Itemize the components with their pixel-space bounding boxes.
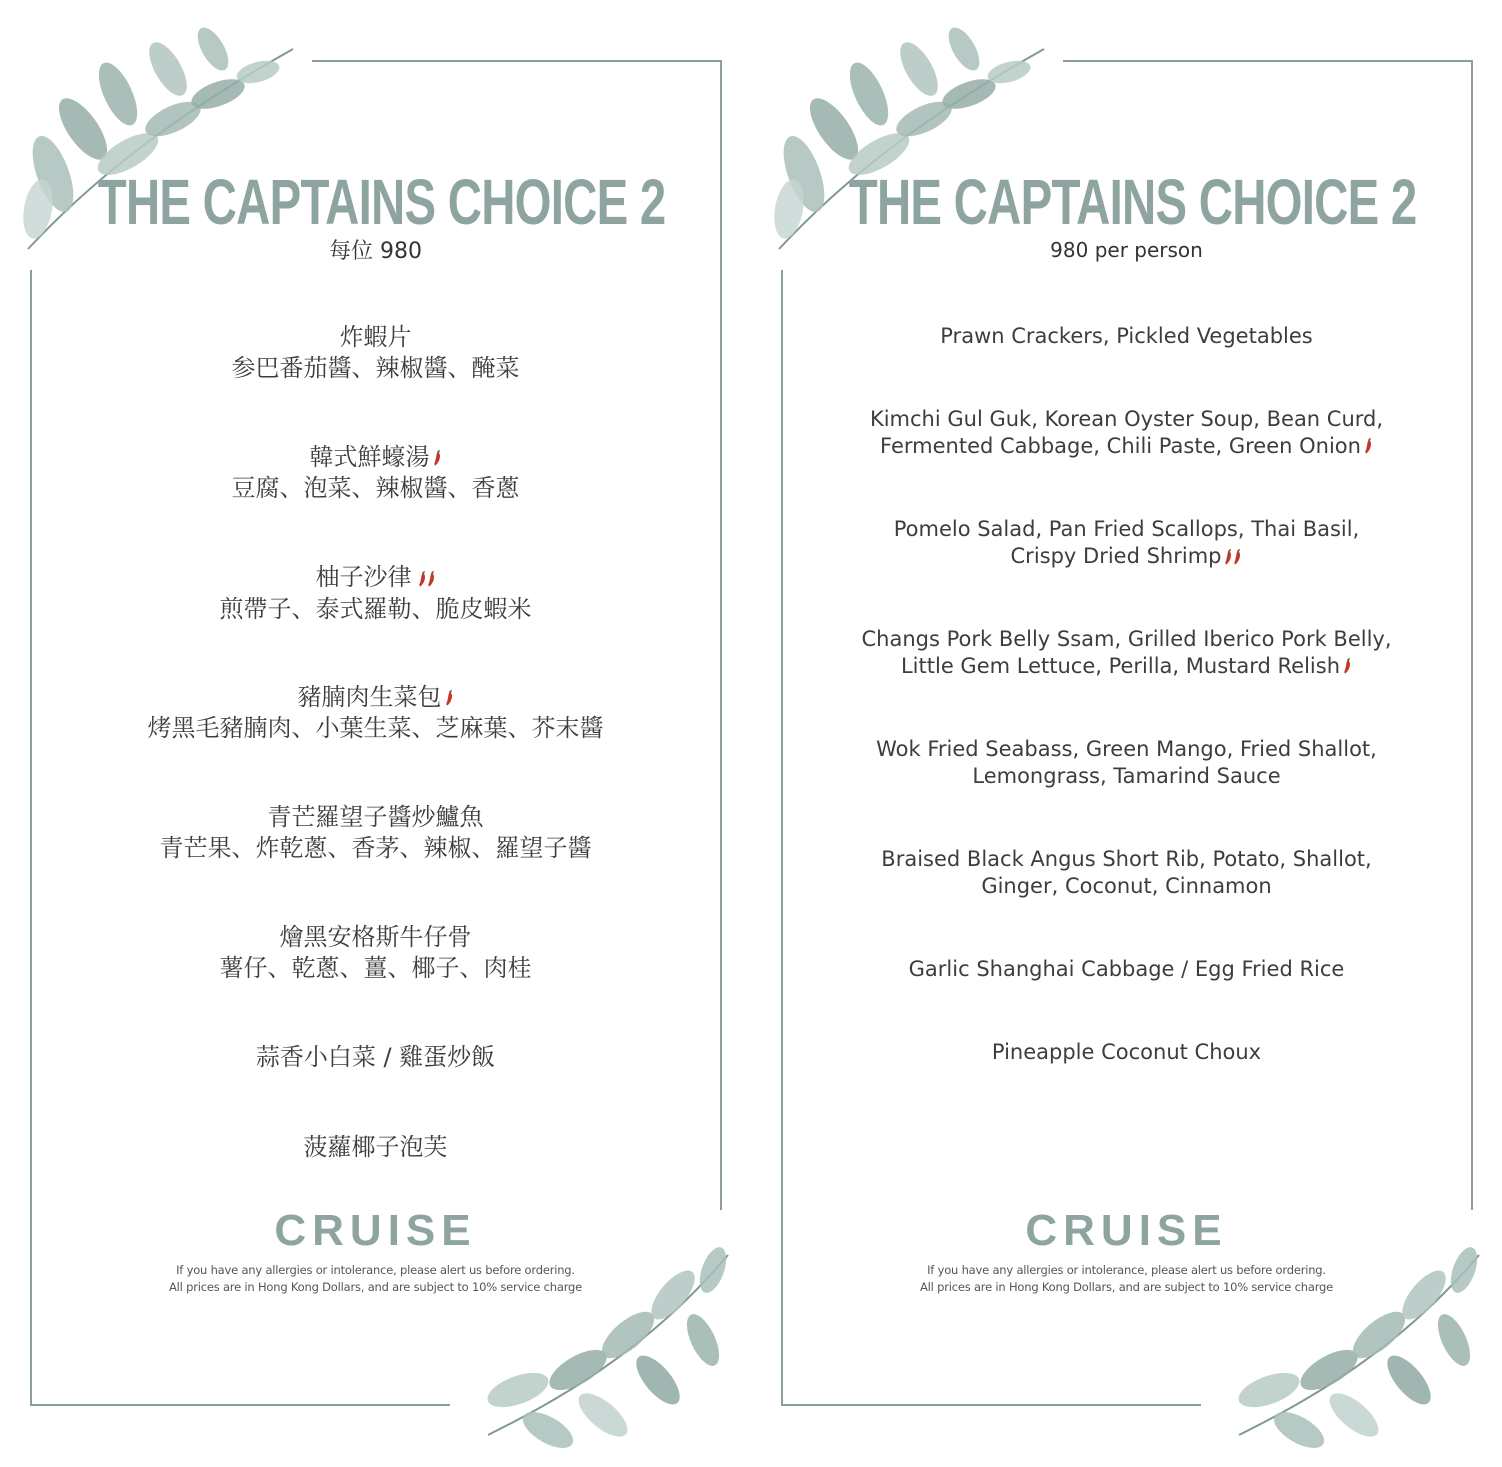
service-charge-notice: All prices are in Hong Kong Dollars, and are subject to 10% service charge: [168, 1280, 582, 1294]
dish-line: Pomelo Salad, Pan Fried Scallops, Thai Basil,: [893, 517, 1360, 541]
dish-item: [60, 442, 691, 504]
chili-icon: [1343, 658, 1352, 674]
frame-right-line: [1471, 60, 1473, 1210]
dish-name: 炸蝦片: [339, 323, 412, 351]
dish-item: [60, 562, 691, 625]
dish-name: 青芒羅望子醬炒鱸魚: [267, 803, 484, 831]
dish-item: [60, 802, 691, 864]
dish-item: [801, 1039, 1452, 1066]
cruise-logo: CRUISE: [274, 1206, 477, 1255]
dish-line: Crispy Dried Shrimp: [1010, 544, 1222, 568]
menu-price: 每位 980: [329, 239, 422, 264]
frame-top-line: [1063, 60, 1473, 62]
dish-line: Garlic Shanghai Cabbage / Egg Fried Rice: [908, 957, 1345, 981]
chili-icon: [433, 450, 442, 466]
menu-title: THE CAPTAINS CHOICE 2: [97, 166, 666, 238]
dish-item: [801, 956, 1452, 983]
dish-line: Wok Fried Seabass, Green Mango, Fried Shallot,: [876, 737, 1377, 761]
dish-line: Kimchi Gul Guk, Korean Oyster Soup, Bean Curd,: [869, 407, 1384, 431]
dish-item: [801, 846, 1452, 900]
dish-line: Little Gem Lettuce, Perilla, Mustard Relish: [900, 654, 1341, 678]
menu-title: THE CAPTAINS CHOICE 2: [848, 166, 1417, 238]
dish-line: Prawn Crackers, Pickled Vegetables: [940, 324, 1313, 348]
english-menu-panel: [751, 0, 1502, 1467]
dish-name: 蒜香小白菜 / 雞蛋炒飯: [255, 1043, 496, 1071]
dish-detail: 参巴番茄醬、辣椒醬、醃菜: [231, 354, 520, 382]
frame-top-line: [312, 60, 722, 62]
dish-item: [801, 626, 1452, 680]
dish-line: Fermented Cabbage, Chili Paste, Green Onion: [880, 434, 1361, 458]
dish-detail: 豆腐、泡菜、辣椒醬、香蔥: [231, 474, 520, 502]
dish-line: Pineapple Coconut Choux: [991, 1040, 1262, 1064]
dish-name: 柚子沙律: [315, 563, 412, 591]
dish-name: 韓式鮮蠔湯: [309, 443, 430, 471]
service-charge-notice: All prices are in Hong Kong Dollars, and are subject to 10% service charge: [919, 1280, 1333, 1294]
dish-line: Lemongrass, Tamarind Sauce: [972, 764, 1281, 788]
dish-line: Changs Pork Belly Ssam, Grilled Iberico Pork Belly,: [861, 627, 1392, 651]
dish-item: [801, 323, 1452, 350]
double-chili-icon: [1224, 544, 1242, 571]
dish-item: [60, 1132, 691, 1163]
dish-name: 燴黑安格斯牛仔骨: [279, 923, 472, 951]
chili-icon: [1364, 438, 1373, 454]
dish-line: Ginger, Coconut, Cinnamon: [981, 874, 1272, 898]
dish-item: [801, 406, 1452, 460]
dish-name: 豬腩肉生菜包: [297, 683, 442, 711]
dish-item: [801, 736, 1452, 790]
cruise-logo: CRUISE: [1025, 1206, 1228, 1255]
chili-icon: [445, 690, 454, 706]
dish-item: [60, 922, 691, 984]
frame-bottom-line: [781, 1404, 1201, 1406]
frame-right-line: [720, 60, 722, 1210]
dish-detail: 青芒果、炸乾蔥、香茅、辣椒、羅望子醬: [159, 834, 592, 862]
dish-item: [60, 1042, 691, 1073]
dish-detail: 烤黑毛豬腩肉、小葉生菜、芝麻葉、芥末醬: [147, 714, 604, 742]
dish-item: [60, 322, 691, 384]
dish-detail: 薯仔、乾蔥、薑、椰子、肉桂: [219, 954, 532, 982]
allergy-notice: If you have any allergies or intolerance, please alert us before ordering.: [176, 1263, 575, 1277]
dish-item: [801, 516, 1452, 571]
menu-price: 980 per person: [1050, 238, 1203, 262]
dish-line: Braised Black Angus Short Rib, Potato, Shallot,: [881, 847, 1372, 871]
double-chili-icon: [418, 563, 436, 594]
dish-name: 菠蘿椰子泡芙: [303, 1133, 448, 1161]
allergy-notice: If you have any allergies or intolerance, please alert us before ordering.: [927, 1263, 1326, 1277]
frame-bottom-line: [30, 1404, 450, 1406]
dish-item: [60, 682, 691, 744]
dish-detail: 煎帶子、泰式羅勒、脆皮蝦米: [219, 595, 532, 623]
